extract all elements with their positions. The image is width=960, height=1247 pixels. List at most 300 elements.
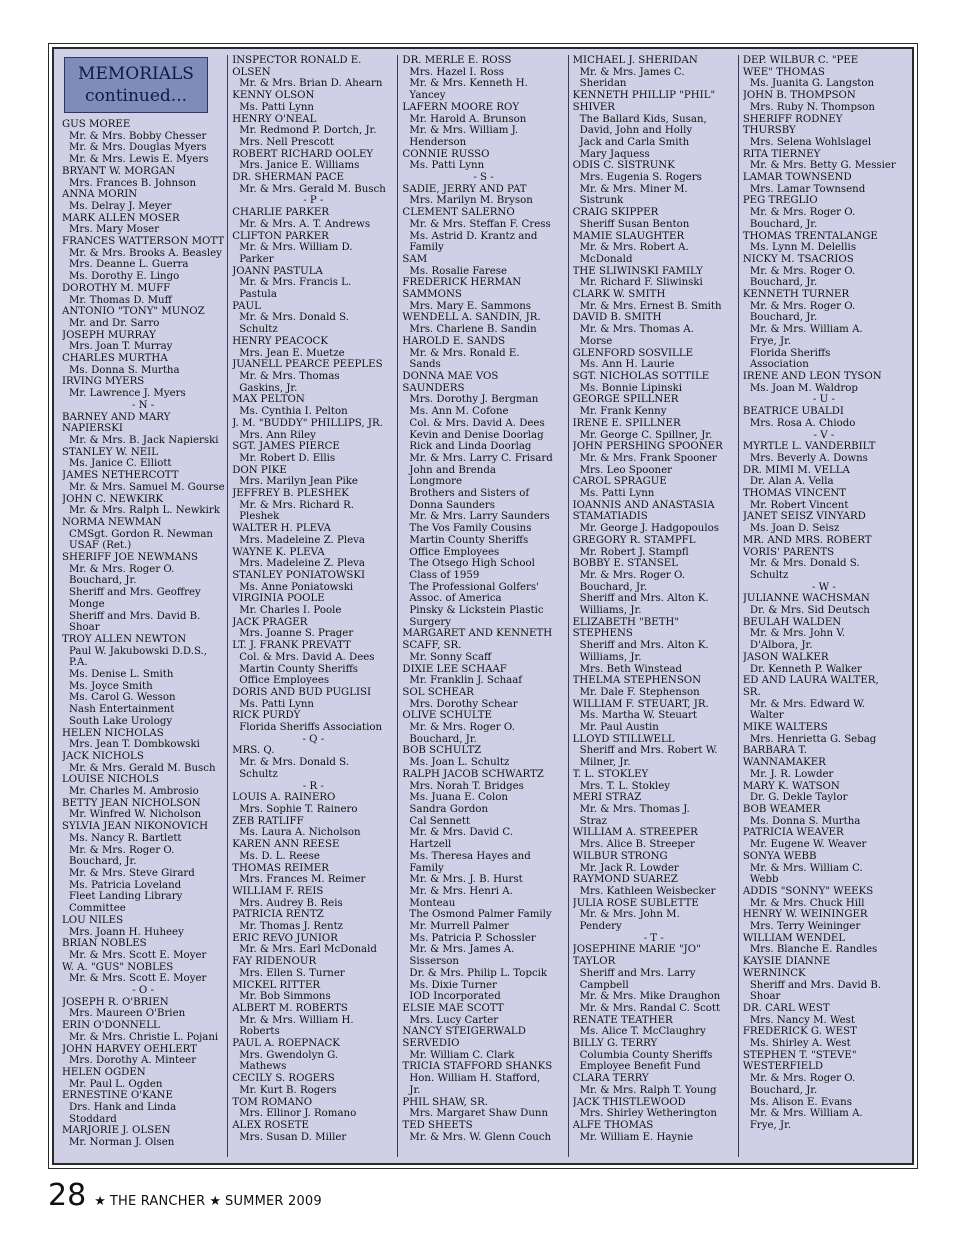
donor-name: Mr. & Mrs. W. Glenn Couch bbox=[409, 1131, 552, 1143]
honoree-name: PATRICIA RENTZ bbox=[232, 909, 324, 921]
honoree-name: SR. bbox=[742, 686, 761, 698]
donor-name: Walter bbox=[749, 710, 784, 722]
donor-name: Schultz bbox=[749, 569, 789, 581]
honoree-name: ERIN O'DONNELL bbox=[62, 1020, 160, 1032]
donor-name: Mr. George C. Spillner, Jr. bbox=[579, 429, 713, 441]
honoree-name: CLEMENT SALERNO bbox=[402, 207, 515, 219]
donor-name: Mr. George J. Hadgopoulos bbox=[579, 523, 719, 535]
honoree-name: WALTER H. PLEVA bbox=[232, 523, 332, 535]
donor-name: Bouchard, Jr. bbox=[749, 1084, 818, 1096]
honoree-name: THE SLIWINSKI FAMILY bbox=[572, 265, 703, 277]
honoree-name: ED AND LAURA WALTER, bbox=[742, 675, 879, 687]
donor-name: Mr. & Mrs. J. B. Hurst bbox=[409, 874, 523, 886]
honoree-name: STANLEY PONIATOWSKI bbox=[232, 569, 366, 581]
honoree-name: SAM bbox=[402, 253, 428, 265]
honoree-name: JULIANNE WACHSMAN bbox=[742, 593, 870, 605]
donor-name: Sisserson bbox=[409, 956, 459, 968]
honoree-name: ALEX ROSETE bbox=[232, 1119, 309, 1131]
donor-name: Ms. Donna S. Murtha bbox=[69, 364, 180, 376]
donor-name: Sheridan bbox=[579, 78, 627, 90]
donor-name: Mrs. Charlene B. Sandin bbox=[409, 324, 537, 336]
honoree-name: GUS MOREE bbox=[62, 119, 131, 130]
honoree-name: STANLEY W. NEIL bbox=[62, 446, 158, 458]
honoree-name: MIKE WALTERS bbox=[742, 722, 828, 734]
donor-name: Mrs. Susan D. Miller bbox=[239, 1131, 347, 1143]
donor-name: The Professional Golfers' bbox=[409, 581, 539, 593]
honoree-name: W. A. "GUS" NOBLES bbox=[62, 961, 174, 973]
honoree-name: CLARA TERRY bbox=[572, 1073, 649, 1085]
donor-name: Mr. & Mrs. Lewis E. Myers bbox=[69, 154, 209, 166]
honoree-name: BOB SCHULTZ bbox=[402, 745, 482, 757]
donor-name: Cal Sennett bbox=[409, 815, 471, 827]
publication-name: THE RANCHER bbox=[109, 1194, 206, 1209]
honoree-name: GREGORY R. STAMPFL bbox=[572, 534, 696, 546]
donor-name: IOD Incorporated bbox=[409, 991, 501, 1003]
honoree-name: KENNETH PHILLIP "PHIL" bbox=[572, 90, 716, 102]
donor-name: Mrs. Nell Prescott bbox=[239, 136, 334, 148]
honoree-name: PAUL A. ROEPNACK bbox=[232, 1038, 340, 1050]
donor-name: Mr. & Mrs. Robert A. bbox=[579, 242, 689, 254]
donor-name: Sheriff and Mrs. Larry bbox=[579, 967, 696, 979]
donor-name: Mrs. Ruby N. Thompson bbox=[749, 101, 875, 113]
honoree-name: HELEN NICHOLAS bbox=[62, 727, 164, 739]
honoree-name: LOUISE NICHOLS bbox=[62, 774, 160, 786]
honoree-name: TAYLOR bbox=[572, 956, 616, 968]
donor-name: Mr. & Mrs. Kenneth H. bbox=[409, 78, 528, 90]
donor-name: Ms. Bonnie Lipinski bbox=[579, 382, 683, 394]
honoree-name: FAY RIDENOUR bbox=[232, 956, 317, 968]
honoree-name: CHARLES MURTHA bbox=[62, 353, 168, 365]
donor-name: Mrs. Deanne L. Guerra bbox=[69, 259, 189, 271]
honoree-name: LAFERN MOORE ROY bbox=[402, 101, 520, 113]
honoree-name: SAUNDERS bbox=[402, 382, 465, 394]
honoree-name: BILLY G. TERRY bbox=[572, 1038, 658, 1050]
donor-name: Mr. & Mrs. David C. bbox=[409, 827, 514, 839]
honoree-name: DONNA MAE VOS bbox=[402, 370, 499, 382]
donor-name: Mrs. Madeleine Z. Pleva bbox=[239, 534, 365, 546]
donor-name: Williams, Jr. bbox=[579, 605, 642, 617]
donor-name: Jack and Carla Smith bbox=[579, 136, 690, 148]
donor-name: Mrs. Dorothy J. Bergman bbox=[409, 394, 539, 406]
donor-name: Mr. & Mrs. Betty G. Messier bbox=[749, 160, 896, 172]
honoree-name: WILBUR STRONG bbox=[572, 850, 668, 862]
donor-name: Mr. and Dr. Sarro bbox=[69, 317, 160, 329]
honoree-name: SYLVIA JEAN NIKONOVICH bbox=[62, 821, 209, 833]
honoree-name: WESTERFIELD bbox=[742, 1061, 824, 1073]
honoree-name: TOM ROMANO bbox=[232, 1096, 313, 1108]
honoree-name: LOU NILES bbox=[62, 914, 124, 926]
honoree-name: JACK PRAGER bbox=[232, 616, 308, 628]
donor-name: Campbell bbox=[579, 979, 629, 991]
donor-name: Shoar bbox=[749, 991, 781, 1003]
donor-name: Ms. Laura A. Nicholson bbox=[239, 827, 361, 839]
donor-name: Dr. G. Dekle Taylor bbox=[749, 792, 848, 804]
donor-name: Mr. & Mrs. William D. bbox=[239, 242, 353, 254]
donor-name: Kevin and Denise Doorlag bbox=[409, 429, 544, 441]
donor-name: Frye, Jr. bbox=[749, 335, 792, 347]
donor-name: Mr. & Mrs. Roger O. bbox=[749, 207, 856, 219]
honoree-name: THOMAS REIMER bbox=[232, 862, 329, 874]
donor-name: Ms. Joan L. Schultz bbox=[409, 757, 510, 769]
donor-name: Ms. Denise L. Smith bbox=[69, 669, 174, 681]
donor-name: Mrs. Kathleen Weisbecker bbox=[579, 885, 716, 897]
honoree-name: BEULAH WALDEN bbox=[742, 616, 842, 628]
honoree-name: NAPIERSKI bbox=[62, 423, 123, 435]
honoree-name: DON PIKE bbox=[232, 464, 287, 476]
honoree-name: FREDERICK HERMAN bbox=[402, 277, 522, 289]
honoree-name: WENDELL A. SANDIN, JR. bbox=[402, 312, 541, 324]
donor-name: Family bbox=[409, 862, 444, 874]
honoree-name: NANCY STEIGERWALD bbox=[402, 1026, 526, 1038]
honoree-name: SAMMONS bbox=[402, 289, 462, 301]
donor-name: Ms. Dixie Turner bbox=[409, 979, 497, 991]
donor-name: Ms. Patti Lynn bbox=[579, 488, 655, 500]
honoree-name: JOSEPH R. O'BRIEN bbox=[62, 996, 169, 1008]
donor-name: Florida Sheriffs Association bbox=[239, 722, 383, 734]
donor-name: Frye, Jr. bbox=[749, 1119, 792, 1131]
column-4 bbox=[568, 55, 738, 1157]
donor-name: Mr. Harold A. Brunson bbox=[409, 113, 527, 125]
section-letter: - W - bbox=[811, 581, 836, 593]
donor-name: Ms. Janice C. Elliott bbox=[69, 458, 172, 470]
donor-name: Paul W. Jakubowski D.D.S., bbox=[69, 645, 208, 657]
honoree-name: WEE" THOMAS bbox=[742, 66, 825, 78]
honoree-name: THOMAS VINCENT bbox=[742, 488, 847, 500]
honoree-name: RITA TIERNEY bbox=[742, 148, 821, 160]
donor-name: Mr. & Mrs. Scott E. Moyer bbox=[69, 973, 207, 985]
donor-name: Longmore bbox=[409, 476, 463, 488]
donor-name: Columbia County Sheriffs bbox=[579, 1049, 713, 1061]
donor-name: Office Employees bbox=[239, 675, 330, 687]
honoree-name: MICHAEL J. SHERIDAN bbox=[572, 55, 698, 66]
honoree-name: STEPHENS bbox=[572, 628, 633, 640]
donor-name: The Ballard Kids, Susan, bbox=[579, 113, 707, 125]
honoree-name: WILLIAM WENDEL bbox=[742, 932, 846, 944]
section-letter: - O - bbox=[132, 985, 154, 997]
section-letter: - N - bbox=[131, 399, 155, 411]
section-letter: - S - bbox=[473, 172, 494, 184]
honoree-name: FRANCES WATTERSON MOTT bbox=[62, 236, 225, 248]
donor-name: Mr. Charles I. Poole bbox=[239, 605, 342, 617]
donor-name: CMSgt. Gordon R. Newman bbox=[69, 528, 213, 540]
honoree-name: ODIS C. SISTRUNK bbox=[572, 160, 675, 172]
honoree-name: OLIVE SCHULTE bbox=[402, 710, 492, 722]
donor-name: Mr. & Mrs. Roger O. bbox=[409, 722, 515, 734]
donor-name: Ms. Ann H. Laurie bbox=[579, 359, 675, 371]
donor-name: Stoddard bbox=[69, 1113, 117, 1125]
honoree-name: LOUIS A. RAINERO bbox=[232, 792, 336, 804]
donor-name: Mr. Frank Kenny bbox=[579, 406, 667, 418]
donor-name: D'Albora, Jr. bbox=[749, 640, 813, 652]
honoree-name: RAYMOND SUAREZ bbox=[572, 874, 678, 886]
issue-date: SUMMER 2009 bbox=[225, 1194, 322, 1209]
honoree-name: RICK PURDY bbox=[232, 710, 301, 722]
honoree-name: NORMA NEWMAN bbox=[62, 516, 162, 528]
honoree-name: JANET SEISZ VINYARD bbox=[742, 511, 866, 523]
donor-name: Mr. & Mrs. Samuel M. Gourse bbox=[69, 481, 225, 493]
honoree-name: RALPH JACOB SCHWARTZ bbox=[402, 768, 544, 780]
donor-name: Mr. Franklin J. Schaaf bbox=[409, 675, 523, 687]
donor-name: Bouchard, Jr. bbox=[69, 575, 137, 587]
honoree-name: MR. AND MRS. ROBERT bbox=[742, 534, 872, 546]
donor-name: Mrs. Mary E. Sammons bbox=[409, 300, 531, 312]
honoree-name: CLIFTON PARKER bbox=[232, 230, 329, 242]
donor-name: Ms. Patti Lynn bbox=[409, 160, 485, 172]
donor-name: McDonald bbox=[579, 253, 633, 265]
donor-name: Webb bbox=[749, 874, 779, 886]
honoree-name: JACK NICHOLS bbox=[62, 750, 144, 762]
donor-name: Martin County Sheriffs bbox=[409, 534, 529, 546]
donor-name: Ms. Theresa Hayes and bbox=[409, 850, 531, 862]
honoree-name: GEORGE SPILLNER bbox=[572, 394, 679, 406]
honoree-name: HAROLD E. SANDS bbox=[402, 335, 506, 347]
donor-name: Jr. bbox=[409, 1084, 421, 1096]
donor-name: Martin County Sheriffs bbox=[239, 663, 359, 675]
honoree-name: HENRY O'NEAL bbox=[232, 113, 317, 125]
donor-name: Williams, Jr. bbox=[579, 651, 642, 663]
section-letter: - R - bbox=[302, 780, 324, 792]
donor-name: Mrs. Henrietta G. Sebag bbox=[749, 733, 877, 745]
donor-name: Mr. & Mrs. Donald S. bbox=[749, 558, 860, 570]
donor-name: Mrs. Blanche E. Randles bbox=[749, 944, 878, 956]
honoree-name: RENATE TEATHER bbox=[572, 1014, 673, 1026]
honoree-name: LT. J. FRANK PREVATT bbox=[232, 640, 351, 652]
donor-name: Mr. Robert D. Ellis bbox=[239, 452, 336, 464]
donor-name: Mrs. Joanne S. Prager bbox=[239, 628, 354, 640]
honoree-name: TRICIA STAFFORD SHANKS bbox=[402, 1061, 553, 1073]
honoree-name: SADIE, JERRY AND PAT bbox=[402, 183, 527, 195]
donor-name: Mr. Thomas J. Rentz bbox=[239, 921, 344, 933]
honoree-name: KAREN ANN REESE bbox=[232, 839, 340, 851]
donor-name: Mr. & Mrs. Thomas bbox=[239, 370, 340, 382]
donor-name: Mrs. Eugenia S. Rogers bbox=[579, 172, 702, 184]
honoree-name: WANNAMAKER bbox=[742, 757, 826, 769]
honoree-name: DR. SHERMAN PACE bbox=[232, 172, 344, 184]
donor-name: Mrs. Gwendolyn G. bbox=[239, 1049, 339, 1061]
honoree-name: TROY ALLEN NEWTON bbox=[62, 633, 187, 645]
star-icon: ★ bbox=[94, 1194, 106, 1209]
honoree-name: MARGARET AND KENNETH bbox=[402, 628, 553, 640]
honoree-name: DR. MERLE E. ROSS bbox=[402, 55, 512, 66]
donor-name: Mr. Winfred W. Nicholson bbox=[69, 809, 202, 821]
donor-name: Mr. William C. Clark bbox=[409, 1049, 515, 1061]
donor-name: Mrs. Nancy M. West bbox=[749, 1014, 855, 1026]
donor-name: Sheriff and Mrs. David B. bbox=[749, 979, 882, 991]
honoree-name: ROBERT RICHARD OOLEY bbox=[232, 148, 374, 160]
honoree-name: VORIS' PARENTS bbox=[742, 546, 835, 558]
honoree-name: JOHN HARVEY OEHLERT bbox=[62, 1043, 197, 1055]
honoree-name: BARBARA T. bbox=[742, 745, 807, 757]
donor-name: Mrs. Joann H. Huheey bbox=[69, 926, 184, 938]
donor-name: Mr. & Mrs. Christie L. Pojani bbox=[69, 1031, 219, 1043]
honoree-name: CONNIE RUSSO bbox=[402, 148, 490, 160]
donor-name: Dr. Alan A. Vella bbox=[749, 476, 834, 488]
donor-name: Ms. Rosalie Farese bbox=[409, 265, 508, 277]
page-number: 28 bbox=[48, 1178, 87, 1213]
donor-name: Ms. Nancy R. Bartlett bbox=[69, 832, 182, 844]
honoree-name: DR. CARL WEST bbox=[742, 1002, 830, 1014]
section-letter: - T - bbox=[643, 932, 664, 944]
honoree-name: DORIS AND BUD PUGLISI bbox=[232, 686, 371, 698]
honoree-name: BARNEY AND MARY bbox=[62, 411, 171, 423]
donor-name: Dr. & Mrs. Philip L. Topcik bbox=[409, 967, 548, 979]
donor-name: Mr. & Mrs. Roger O. bbox=[749, 265, 856, 277]
honoree-name: BETTY JEAN NICHOLSON bbox=[62, 797, 201, 809]
honoree-name: WILLIAM F. STEUART, JR. bbox=[572, 698, 709, 710]
donor-name: Mr. Richard F. Sliwinski bbox=[579, 277, 703, 289]
donor-name: Gaskins, Jr. bbox=[239, 382, 298, 394]
honoree-name: SGT. NICHOLAS SOTTILE bbox=[572, 370, 710, 382]
honoree-name: THOMAS TRENTALANGE bbox=[742, 230, 878, 242]
donor-name: Mr. & Mrs. John V. bbox=[749, 628, 846, 640]
honoree-name: IRENE E. SPILLNER bbox=[572, 417, 681, 429]
donor-name: Mrs. Leo Spooner bbox=[579, 464, 673, 476]
donor-name: Morse bbox=[579, 335, 613, 347]
honoree-name: IRVING MYERS bbox=[62, 376, 145, 388]
donor-name: Mr. & Mrs. Edward W. bbox=[749, 698, 866, 710]
donor-name: Mrs. Beverly A. Downs bbox=[749, 452, 868, 464]
donor-name: Ms. Alison E. Evans bbox=[749, 1096, 852, 1108]
column-1 bbox=[58, 55, 227, 1157]
donor-name: Mrs. Marilyn Jean Pike bbox=[239, 476, 358, 488]
honoree-name: TED SHEETS bbox=[402, 1119, 473, 1131]
honoree-name: MAX PELTON bbox=[232, 394, 305, 406]
donor-name: Sheriff and Mrs. Alton K. bbox=[579, 640, 709, 652]
honoree-name: PEG TREGLIO bbox=[742, 195, 818, 207]
honoree-name: JOSEPHINE MARIE "JO" bbox=[572, 944, 701, 956]
honoree-name: SCAFF, SR. bbox=[402, 640, 462, 652]
donor-name: Mr. & Mrs. William C. bbox=[749, 862, 863, 874]
honoree-name: THELMA STEPHENSON bbox=[572, 675, 702, 687]
donor-name: Mr. & Mrs. Ralph T. Young bbox=[579, 1084, 717, 1096]
donor-name: Mr. Dale F. Stephenson bbox=[579, 686, 700, 698]
honoree-name: SOL SCHEAR bbox=[402, 686, 474, 698]
donor-name: The Otsego High School bbox=[409, 558, 535, 570]
donor-name: Mr. & Mrs. James A. bbox=[409, 944, 515, 956]
donor-name: Mrs. Marilyn M. Bryson bbox=[409, 195, 533, 207]
donor-name: South Lake Urology bbox=[69, 715, 173, 727]
honoree-name: SHERIFF RODNEY bbox=[742, 113, 843, 125]
donor-name: Bouchard, Jr. bbox=[749, 218, 818, 230]
donor-name: Mr. & Mrs. Mike Draughon bbox=[579, 991, 721, 1003]
donor-name: Ms. Patricia Loveland bbox=[69, 879, 182, 891]
honoree-name: DEP. WILBUR C. "PEE bbox=[742, 55, 859, 66]
donor-name: Mrs. Joan T. Murray bbox=[69, 341, 173, 353]
donor-name: Ms. Donna S. Murtha bbox=[749, 815, 861, 827]
donor-name: Mrs. Lamar Townsend bbox=[749, 183, 866, 195]
honoree-name: J. M. "BUDDY" PHILLIPS, JR. bbox=[232, 417, 383, 429]
section-letter: - U - bbox=[812, 394, 835, 406]
donor-name: Mrs. Shirley Wetherington bbox=[579, 1108, 717, 1120]
donor-name: Ms. Joan M. Waldrop bbox=[749, 382, 858, 394]
donor-name: Ms. Dorothy E. Lingo bbox=[69, 271, 180, 283]
honoree-name: WILLIAM F. REIS bbox=[232, 885, 324, 897]
honoree-name: MARJORIE J. OLSEN bbox=[62, 1125, 171, 1137]
donor-name: Sistrunk bbox=[579, 195, 624, 207]
donor-name: Mr. & Mrs. A. T. Andrews bbox=[239, 218, 371, 230]
donor-name: Ms. Lynn M. Delellis bbox=[749, 242, 857, 254]
honoree-name: T. L. STOKLEY bbox=[572, 768, 649, 780]
header-title: MEMORIALS bbox=[78, 64, 194, 84]
honoree-name: DAVID B. SMITH bbox=[572, 312, 662, 324]
donor-name: Sheriff and Mrs. David B. bbox=[69, 610, 201, 622]
donor-name: Committee bbox=[69, 903, 126, 915]
honoree-name: BRIAN NOBLES bbox=[62, 938, 147, 950]
donor-name: Mrs. Ann Riley bbox=[239, 429, 316, 441]
donor-name: Mrs. Rosa A. Chiodo bbox=[749, 417, 856, 429]
donor-name: John and Brenda bbox=[409, 464, 496, 476]
donor-name: Mrs. Frances M. Reimer bbox=[239, 874, 366, 886]
honoree-name: SHIVER bbox=[572, 101, 615, 113]
donor-name: Mr. & Mrs. Roger O. bbox=[749, 300, 856, 312]
donor-name: Ms. Patricia P. Schossler bbox=[409, 932, 536, 944]
donor-name: Mr. & Mrs. Randal C. Scott bbox=[579, 1002, 721, 1014]
donor-name: Mrs. Frances B. Johnson bbox=[69, 177, 197, 189]
donor-name: Pleshek bbox=[239, 511, 280, 523]
honoree-name: IRENE AND LEON TYSON bbox=[742, 370, 882, 382]
honoree-name: MYRTLE L. VANDERBILT bbox=[742, 441, 876, 453]
donor-name: Mr. & Mrs. James C. bbox=[579, 66, 685, 78]
honoree-name: STEPHEN T. "STEVE" bbox=[742, 1049, 857, 1061]
honoree-name: KAYSIE DIANNE bbox=[742, 956, 831, 968]
honoree-name: BOB WEAMER bbox=[742, 804, 821, 815]
honoree-name: ANTONIO "TONY" MUNOZ bbox=[62, 306, 205, 318]
donor-name: Shoar bbox=[69, 622, 100, 634]
donor-name: Mr. & Mrs. Roger O. bbox=[69, 563, 175, 575]
donor-name: Mr. & Mrs. Gerald M. Busch bbox=[69, 762, 216, 774]
section-letter: - Q - bbox=[302, 733, 325, 745]
donor-name: The Osmond Palmer Family bbox=[409, 909, 552, 921]
donor-name: Mr. Robert Vincent bbox=[749, 499, 849, 511]
section-letter: - V - bbox=[813, 429, 835, 441]
donor-name: Mr. & Mrs. Ernest B. Smith bbox=[579, 300, 722, 312]
donor-name: Mr. & Mrs. Chuck Hill bbox=[749, 897, 865, 909]
honoree-name: ERIC REVO JUNIOR bbox=[232, 932, 338, 944]
donor-name: Mr. Paul Austin bbox=[579, 722, 659, 734]
donor-name: Mr. & Mrs. John M. bbox=[579, 909, 680, 921]
donor-name: Mr. & Mrs. Thomas J. bbox=[579, 804, 690, 815]
donor-name: Pendery bbox=[579, 921, 622, 933]
honoree-name: BEATRICE UBALDI bbox=[742, 406, 844, 418]
donor-name: Schultz bbox=[239, 324, 278, 336]
honoree-name: JOHN B. THOMPSON bbox=[742, 90, 856, 102]
honoree-name: OLSEN bbox=[232, 66, 271, 78]
donor-name: Brothers and Sisters of bbox=[409, 488, 530, 500]
donor-name: Mr. Murrell Palmer bbox=[409, 921, 509, 933]
honoree-name: ALBERT M. ROBERTS bbox=[232, 1002, 348, 1014]
honoree-name: JACK THISTLEWOOD bbox=[572, 1096, 686, 1108]
donor-name: Rick and Linda Doorlag bbox=[409, 441, 532, 453]
donor-name: Mrs. Sophie T. Rainero bbox=[239, 804, 358, 815]
donor-name: Dr. & Mrs. Sid Deutsch bbox=[749, 605, 870, 617]
column-3 bbox=[397, 55, 567, 1157]
donor-name: Mr. Robert J. Stampfl bbox=[579, 546, 689, 558]
honoree-name: HELEN OGDEN bbox=[62, 1066, 146, 1078]
donor-name: Milner, Jr. bbox=[579, 757, 631, 769]
donor-name: Mr. & Mrs. Ralph L. Newkirk bbox=[69, 505, 220, 517]
donor-name: Mr. Norman J. Olsen bbox=[69, 1137, 175, 1149]
donor-name: Bouchard, Jr. bbox=[749, 312, 818, 324]
donor-name: Mrs. Mary Moser bbox=[69, 224, 160, 236]
donor-name: Bouchard, Jr. bbox=[69, 856, 137, 868]
honoree-name: ZEB RATLIFF bbox=[232, 815, 304, 827]
memorials-header-box bbox=[64, 57, 208, 113]
memorials-panel bbox=[52, 47, 914, 1165]
donor-name: Sandra Gordon bbox=[409, 804, 489, 815]
donor-name: Sheriff and Mrs. Geoffrey bbox=[69, 587, 201, 599]
donor-name: Donna Saunders bbox=[409, 499, 495, 511]
honoree-name: FREDERICK G. WEST bbox=[742, 1026, 857, 1038]
